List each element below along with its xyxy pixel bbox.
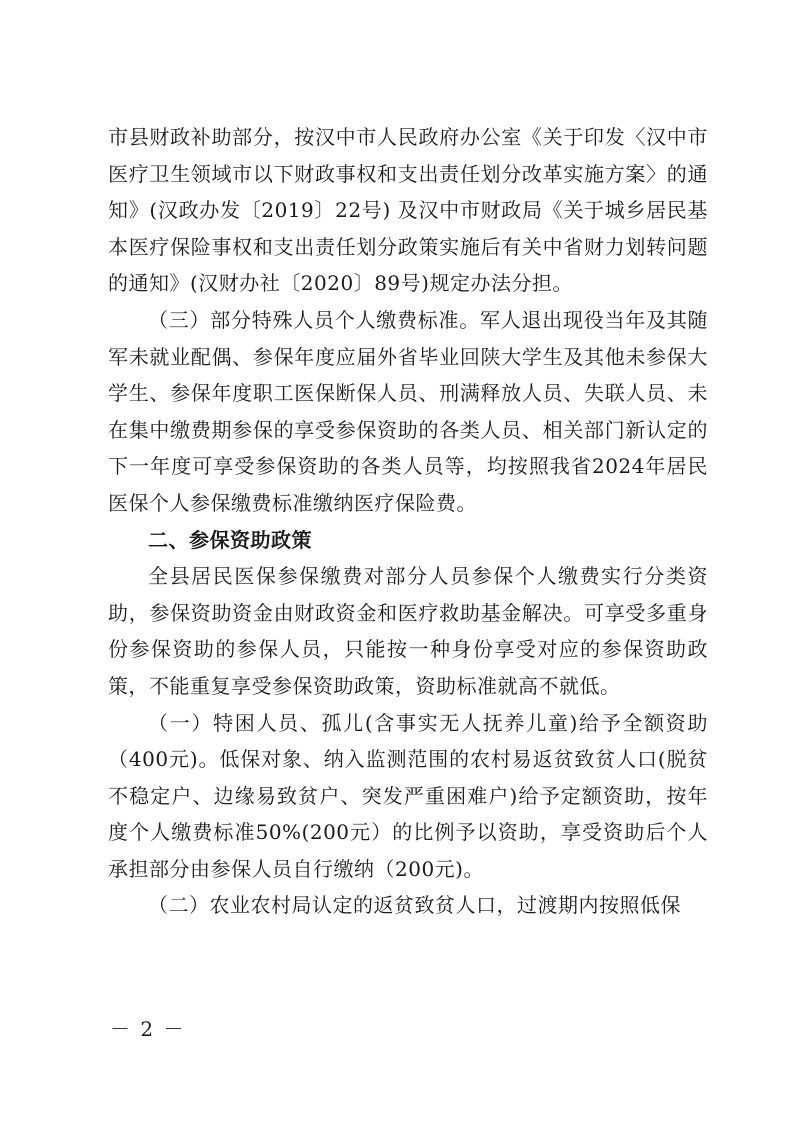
paragraph-special-personnel-contribution: （三）部分特殊人员个人缴费标准。军人退出现役当年及其随军未就业配偶、参保年度应届外省毕业回陕大学生及其他未参保大学生、参保年度职工医保断保人员、刑满释放人员、失联人员、未在集中缴费期参保的享受参保资助的各类人员、相关部门新认定的下一年度可享受参保资助的各类人员等，均按照我省2024年居民医保个人参保缴费标准缴纳医疗保险费。 <box>108 307 708 515</box>
paragraph-cost-sharing: 市县财政补助部分，按汉中市人民政府办公室《关于印发〈汉中市医疗卫生领域市以下财政事权和支出责任划分改革实施方案〉的通知》(汉政办发〔2019〕22号) 及汉中市财政局《关于城乡居民基本医疗保险事权和支出责任划分政策实施后有关中省财力划转问题的通知》(汉财办社〔2020〕89号)规定办法分担。 <box>108 125 708 296</box>
paragraph-subsidy-overview: 全县居民医保参保缴费对部分人员参保个人缴费实行分类资助，参保资助资金由财政资金和医疗救助基金解决。可享受多重身份参保资助的参保人员，只能按一种身份享受对应的参保资助政策，不能重复享受参保资助政策，资助标准就高不就低。 <box>108 564 708 698</box>
paragraph-subsidy-item-one: （一）特困人员、孤儿(含事实无人抚养儿童)给予全额资助（400元)。低保对象、纳入监测范围的农村易返贫致贫人口(脱贫不稳定户、边缘易致贫户、突发严重困难户)给予定额资助，按年度个人缴费标准50%(200元）的比例予以资助，享受资助后个人承担部分由参保人员自行缴纳（200元)。 <box>108 710 708 881</box>
paragraph-subsidy-item-two: （二）农业农村局认定的返贫致贫人口，过渡期内按照低保 <box>148 893 681 918</box>
document-body <box>108 119 708 924</box>
page-number: － 2 － <box>110 1017 186 1041</box>
section-heading-subsidy-policy: 二、参保资助政策 <box>148 527 312 552</box>
